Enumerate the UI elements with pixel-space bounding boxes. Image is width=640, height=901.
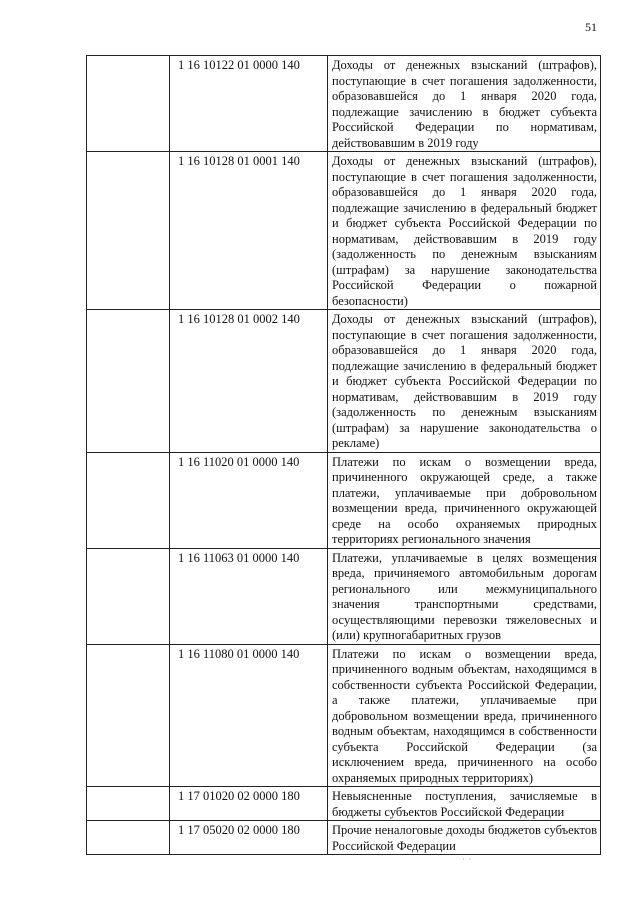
empty-cell: [87, 152, 170, 310]
table-row: [87, 452, 601, 548]
table-row: [87, 152, 601, 310]
table-row: [87, 548, 601, 644]
description-cell: Платежи по искам о возмещении вреда, причиненного окружающей среде, а также платежи, уплачиваемые при добровольном возмещении вреда, причиненного окружающей среде на особо охраняемых природных территориях регионального значения: [328, 452, 601, 548]
budget-code-cell: 1 16 10128 01 0001 140: [170, 152, 328, 310]
empty-cell: [87, 56, 170, 152]
table-row: [87, 310, 601, 453]
table-row: [87, 644, 601, 787]
table-row: [87, 821, 601, 855]
budget-code-cell: 1 16 10122 01 0000 140: [170, 56, 328, 152]
description-cell: Платежи, уплачиваемые в целях возмещения вреда, причиняемого автомобильным дорогам регионального или межмуниципального значения транспортными средствами, осуществляющими перевозки тяжеловесных и (или) крупногабаритных грузов: [328, 548, 601, 644]
empty-cell: [87, 452, 170, 548]
scan-speck: · ·: [462, 855, 472, 864]
budget-code-cell: 1 16 10128 01 0002 140: [170, 310, 328, 453]
budget-code-cell: 1 16 11020 01 0000 140: [170, 452, 328, 548]
budget-code-cell: 1 17 01020 02 0000 180: [170, 787, 328, 821]
description-cell: Доходы от денежных взысканий (штрафов), поступающие в счет погашения задолженности, образовавшейся до 1 января 2020 года, подлежащие зачислению в федеральный бюджет и бюджет субъекта Российской Федерации по нормативам, действовавшим в 2019 году (задолженность по денежным взысканиям (штрафам) за нарушение законодательства о рекламе): [328, 310, 601, 453]
revenue-codes-table: [86, 55, 601, 855]
budget-code-cell: 1 16 11080 01 0000 140: [170, 644, 328, 787]
description-cell: Платежи по искам о возмещении вреда, причиненного водным объектам, находящимся в собственности субъекта Российской Федерации, а также платежи, уплачиваемые при добровольном возмещении вреда, причиненного водным объектам, находящимся в собственности субъекта Российской Федерации (за исключением вреда, причиненного на особо охраняемых природных территориях): [328, 644, 601, 787]
table-row: [87, 787, 601, 821]
empty-cell: [87, 821, 170, 855]
budget-code-cell: 1 17 05020 02 0000 180: [170, 821, 328, 855]
description-cell: Прочие неналоговые доходы бюджетов субъектов Российской Федерации: [328, 821, 601, 855]
empty-cell: [87, 310, 170, 453]
empty-cell: [87, 548, 170, 644]
description-cell: Невыясненные поступления, зачисляемые в бюджеты субъектов Российской Федерации: [328, 787, 601, 821]
table-row: [87, 56, 601, 152]
empty-cell: [87, 644, 170, 787]
empty-cell: [87, 787, 170, 821]
description-cell: Доходы от денежных взысканий (штрафов), поступающие в счет погашения задолженности, образовавшейся до 1 января 2020 года, подлежащие зачислению в федеральный бюджет и бюджет субъекта Российской Федерации по нормативам, действовавшим в 2019 году (задолженность по денежным взысканиям (штрафам) за нарушение законодательства Российской Федерации о пожарной безопасности): [328, 152, 601, 310]
budget-code-cell: 1 16 11063 01 0000 140: [170, 548, 328, 644]
description-cell: Доходы от денежных взысканий (штрафов), поступающие в счет погашения задолженности, образовавшейся до 1 января 2020 года, подлежащие зачислению в бюджет субъекта Российской Федерации по нормативам, действовавшим в 2019 году: [328, 56, 601, 152]
page-number: 51: [585, 20, 597, 34]
